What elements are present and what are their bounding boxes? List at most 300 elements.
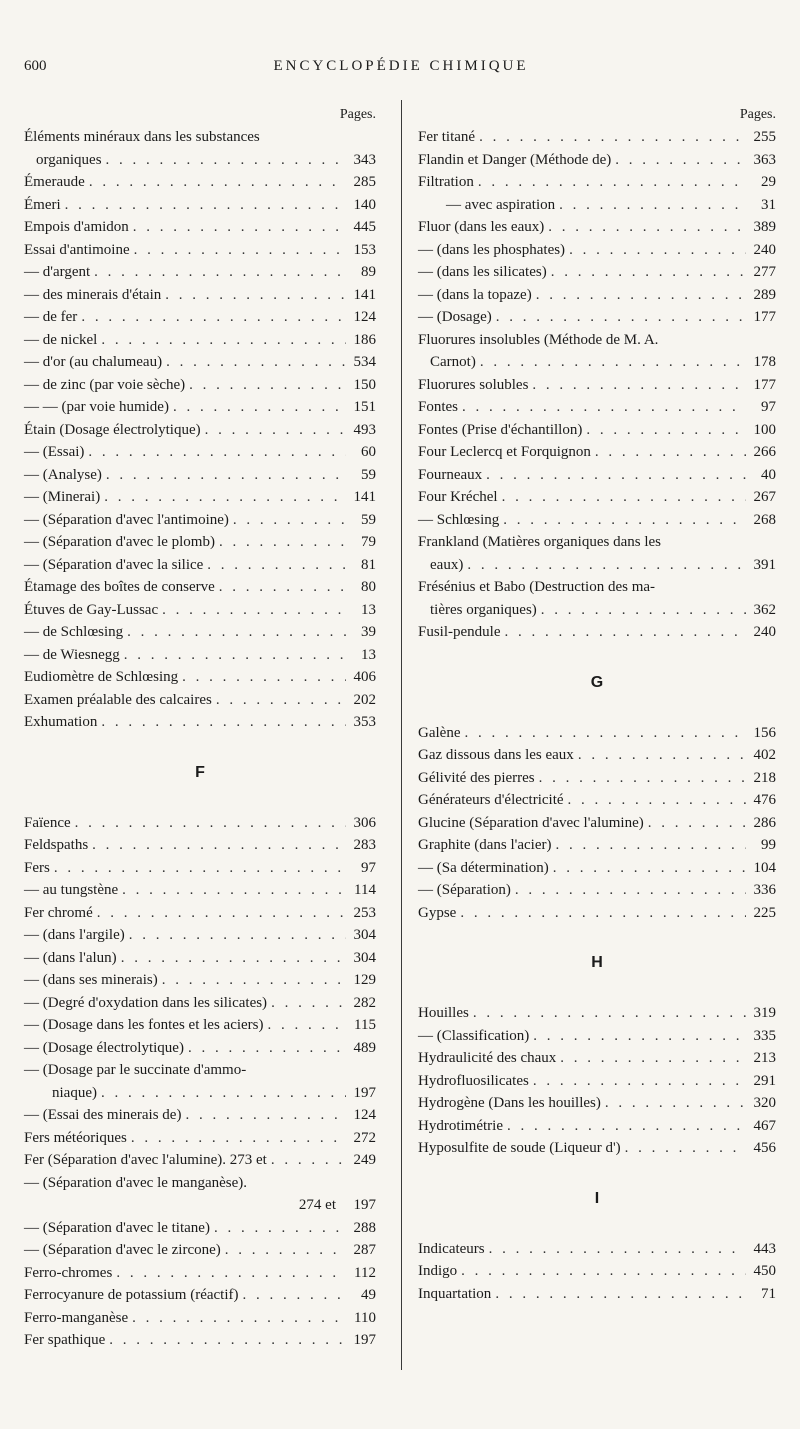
- dot-leader: [595, 441, 746, 464]
- index-entry: [24, 126, 376, 149]
- index-entry: [418, 216, 776, 239]
- entry-page: 289: [753, 286, 776, 303]
- entry-term: Ferro-chromes: [24, 1264, 113, 1281]
- entry-page: 218: [753, 769, 776, 786]
- entry-term: Ferro-manganèse: [24, 1309, 129, 1326]
- dot-leader: [219, 531, 346, 554]
- entry-page: 115: [354, 1017, 376, 1033]
- entry-page: 110: [354, 1309, 376, 1326]
- dot-leader: [605, 1092, 746, 1115]
- entry-page: 391: [753, 556, 776, 573]
- entry-page: 304: [353, 927, 376, 943]
- dot-leader: [162, 969, 346, 992]
- entry-page: 304: [353, 949, 376, 966]
- entry-page: 249: [353, 1152, 376, 1168]
- index-entry: [24, 171, 376, 194]
- entry-term: Fluor (dans les eaux): [418, 219, 545, 235]
- entry-term: eaux): [430, 556, 464, 573]
- index-entry: [24, 351, 376, 374]
- index-entry: [24, 834, 376, 857]
- index-entry: [418, 464, 776, 487]
- entry-term: Four Kréchel: [418, 489, 498, 505]
- entry-term: Indicateurs: [418, 1240, 485, 1257]
- entry-page: 362: [753, 601, 776, 618]
- dot-leader: [478, 171, 746, 194]
- index-entry: [418, 194, 776, 217]
- entry-term: Empois d'amidon: [24, 219, 129, 235]
- index-entry: [418, 767, 776, 790]
- entry-term: — (dans l'argile): [24, 927, 125, 943]
- left-column: [24, 104, 376, 1352]
- index-entry: [24, 924, 376, 947]
- entry-term: Étamage des boîtes de conserve: [24, 579, 215, 595]
- index-entry: [418, 261, 776, 284]
- index-entry: [24, 1217, 376, 1240]
- index-entry: [418, 284, 776, 307]
- entry-page: 177: [753, 309, 776, 325]
- entry-page: 153: [353, 241, 376, 258]
- entry-term: — (dans les silicates): [418, 264, 547, 280]
- entry-term: Émeri: [24, 196, 61, 213]
- entry-term: organiques: [36, 151, 102, 168]
- index-entry: [418, 576, 776, 599]
- index-entry: [24, 1127, 376, 1150]
- entry-page: 49: [361, 1287, 376, 1303]
- entry-term: — (Dosage électrolytique): [24, 1039, 184, 1056]
- index-entry: [418, 834, 776, 857]
- entry-term: Filtration: [418, 174, 474, 190]
- index-entry: [418, 1047, 776, 1070]
- dot-leader: [207, 554, 346, 577]
- entry-page: 114: [354, 882, 376, 898]
- section-letter-h: H: [591, 954, 603, 971]
- entry-term: — (Dosage par le succinate d'ammo-: [24, 1062, 247, 1078]
- entry-page: 140: [353, 196, 376, 213]
- spacer: [24, 800, 376, 812]
- dot-leader: [81, 306, 346, 329]
- entry-term: Éléments minéraux dans les substances: [24, 129, 260, 145]
- entry-page: 306: [353, 814, 376, 831]
- index-entry: [418, 1002, 776, 1025]
- index-entry: [24, 1037, 376, 1060]
- entry-page: 97: [761, 399, 776, 415]
- entry-page: 389: [753, 219, 776, 235]
- entry-page: 59: [361, 511, 376, 528]
- entry-term: niaque): [52, 1084, 97, 1101]
- entry-term: — (Degré d'oxydation dans les silicates): [24, 994, 268, 1011]
- index-entry: [418, 554, 776, 577]
- index-entry: [24, 194, 376, 217]
- entry-page: 336: [753, 882, 776, 898]
- entry-page: 282: [353, 994, 376, 1011]
- dot-leader: [555, 834, 746, 857]
- dot-leader: [536, 284, 746, 307]
- dot-leader: [532, 374, 746, 397]
- page-number: 600: [24, 58, 47, 74]
- entry-page: 240: [753, 241, 776, 258]
- entry-page: 100: [753, 421, 776, 438]
- entry-term: Hydrotimétrie: [418, 1117, 503, 1134]
- index-entry: [418, 1137, 776, 1160]
- dot-leader: [127, 621, 346, 644]
- entry-page: 277: [753, 264, 776, 280]
- dot-leader: [97, 902, 346, 925]
- dot-leader: [92, 834, 346, 857]
- entry-term: Fers: [24, 859, 50, 876]
- dot-leader: [116, 1262, 346, 1285]
- dot-leader: [109, 1329, 346, 1352]
- entries-g: [418, 722, 776, 925]
- entry-term: Ferrocyanure de potassium (réactif): [24, 1287, 239, 1303]
- entry-term: — (Minerai): [24, 489, 101, 505]
- spacer: [418, 1160, 776, 1172]
- entry-term: 274 et: [298, 1197, 336, 1213]
- entry-page: 291: [753, 1072, 776, 1089]
- entry-term: Eudiomètre de Schlœsing: [24, 669, 179, 685]
- dot-leader: [219, 576, 346, 599]
- dot-leader: [502, 486, 746, 509]
- entry-term: Frésénius et Babo (Destruction des ma-: [418, 579, 656, 595]
- dot-leader: [205, 419, 346, 442]
- dot-leader: [122, 879, 346, 902]
- index-entry: [418, 509, 776, 532]
- dot-leader: [101, 711, 346, 734]
- index-entry: [24, 666, 376, 689]
- dot-leader: [75, 812, 346, 835]
- dot-leader: [189, 374, 346, 397]
- entries-i: [418, 1238, 776, 1306]
- entry-term: Fusil-pendule: [418, 624, 501, 640]
- index-entry: [418, 621, 776, 644]
- entry-term: Étuves de Gay-Lussac: [24, 601, 159, 618]
- entry-term: Fluorures solubles: [418, 376, 529, 393]
- index-entry: [24, 902, 376, 925]
- index-entry: [24, 1149, 376, 1172]
- entry-page: 213: [753, 1050, 776, 1066]
- entry-page: 287: [353, 1242, 376, 1258]
- entry-term: Émeraude: [24, 174, 85, 190]
- entry-page: 406: [353, 669, 376, 685]
- entry-term: Houilles: [418, 1005, 469, 1021]
- entry-term: Inquartation: [418, 1285, 492, 1302]
- dot-leader: [129, 924, 346, 947]
- index-entry: [24, 599, 376, 622]
- entry-term: — (Séparation): [418, 882, 511, 898]
- entry-page: 151: [353, 399, 376, 415]
- entry-page: 186: [353, 331, 376, 348]
- entry-page: 13: [361, 646, 376, 663]
- dot-leader: [539, 767, 746, 790]
- entry-term: Étain (Dosage électrolytique): [24, 421, 201, 438]
- entry-term: — (Séparation d'avec le titane): [24, 1219, 210, 1236]
- index-entry: [24, 329, 376, 352]
- entry-term: — de zinc (par voie sèche): [24, 376, 186, 393]
- entry-page: 124: [353, 1107, 376, 1123]
- dot-leader: [560, 1047, 746, 1070]
- entry-page: 129: [353, 972, 376, 988]
- dot-leader: [101, 329, 346, 352]
- dot-leader: [480, 351, 746, 374]
- column-divider: [401, 100, 402, 1370]
- dot-leader: [460, 902, 746, 925]
- entry-term: Exhumation: [24, 714, 98, 730]
- index-entry: [24, 261, 376, 284]
- dot-leader: [65, 194, 346, 217]
- entry-term: Gélivité des pierres: [418, 769, 535, 786]
- page-header: [24, 58, 778, 84]
- dot-leader: [182, 666, 346, 689]
- index-entry: [418, 441, 776, 464]
- entry-page: 343: [353, 151, 376, 168]
- dot-leader: [106, 464, 346, 487]
- entry-page: 467: [753, 1117, 776, 1134]
- dot-leader: [548, 216, 746, 239]
- dot-leader: [462, 396, 746, 419]
- dot-leader: [173, 396, 346, 419]
- index-entry: [24, 1172, 376, 1195]
- entry-page: 268: [753, 511, 776, 528]
- entry-page: 99: [761, 837, 776, 853]
- index-entry: [418, 396, 776, 419]
- dot-leader: [132, 1307, 346, 1330]
- pages-label-right: Pages.: [739, 107, 776, 122]
- index-entry: [24, 1284, 376, 1307]
- entry-term: Carnot): [430, 354, 476, 370]
- entry-page: 253: [353, 904, 376, 921]
- index-entry: [24, 576, 376, 599]
- entry-page: 40: [761, 466, 776, 483]
- entry-term: Hydrofluosilicates: [418, 1072, 529, 1089]
- entry-term: Indigo: [418, 1263, 458, 1279]
- entry-term: tières organiques): [430, 601, 537, 618]
- index-entry: [418, 879, 776, 902]
- entry-page: 31: [761, 196, 776, 213]
- entry-page: 141: [353, 286, 376, 303]
- entry-page: 489: [353, 1039, 376, 1056]
- entry-page: 267: [753, 489, 776, 505]
- dot-leader: [625, 1137, 746, 1160]
- entry-term: — (dans l'alun): [24, 949, 117, 966]
- index-entry: [24, 621, 376, 644]
- dot-leader: [54, 857, 346, 880]
- section-letter-g: G: [590, 673, 604, 691]
- entry-page: 197: [353, 1084, 376, 1101]
- entry-term: — (Dosage dans les fontes et les aciers): [24, 1017, 264, 1033]
- index-entry: [24, 644, 376, 667]
- entry-term: — (Essai des minerais de): [24, 1107, 182, 1123]
- entries-f-left: [24, 812, 376, 1352]
- entry-page: 13: [361, 601, 376, 618]
- dot-leader: [489, 1238, 746, 1261]
- entry-term: — (Séparation d'avec le plomb): [24, 534, 215, 550]
- dot-leader: [496, 306, 746, 329]
- index-entry: [24, 1329, 376, 1352]
- entry-term: — (Sa détermination): [418, 859, 549, 876]
- index-entry: [418, 126, 776, 149]
- spacer: [418, 1226, 776, 1238]
- index-entry: [418, 329, 776, 352]
- spacer: [418, 644, 776, 656]
- entry-term: — (dans ses minerais): [24, 972, 158, 988]
- entry-page: 39: [361, 624, 376, 640]
- dot-leader: [233, 509, 346, 532]
- dot-leader: [214, 1217, 346, 1240]
- entry-page: 240: [753, 624, 776, 640]
- entry-page: 353: [353, 714, 376, 730]
- entry-term: Fontes (Prise d'échantillon): [418, 421, 583, 438]
- index-entry: [24, 464, 376, 487]
- entry-page: 335: [753, 1027, 776, 1044]
- index-entry: [418, 1260, 776, 1283]
- entry-term: Gypse: [418, 904, 457, 921]
- index-entry: [418, 1070, 776, 1093]
- entry-term: Hydraulicité des chaux: [418, 1050, 557, 1066]
- entry-page: 363: [753, 151, 776, 168]
- entry-term: Fluorures insolubles (Méthode de M. A.: [418, 331, 659, 348]
- entry-term: Flandin et Danger (Méthode de): [418, 151, 612, 168]
- entry-page: 285: [353, 174, 376, 190]
- entry-term: Fer (Séparation d'avec l'alumine). 273 et: [24, 1152, 267, 1168]
- dot-leader: [533, 1025, 746, 1048]
- entry-term: — de Schlœsing: [24, 624, 124, 640]
- dot-leader: [104, 486, 346, 509]
- index-entry: [24, 711, 376, 734]
- dot-leader: [185, 1104, 346, 1127]
- index-entry: [24, 1307, 376, 1330]
- dot-leader: [551, 261, 746, 284]
- dot-leader: [559, 194, 746, 217]
- index-entry: [418, 857, 776, 880]
- entry-term: — (dans les phosphates): [418, 241, 566, 258]
- dot-leader: [515, 879, 746, 902]
- dot-leader: [507, 1115, 746, 1138]
- entry-page: 156: [753, 724, 776, 741]
- index-entry: [24, 879, 376, 902]
- entry-page: 178: [753, 354, 776, 370]
- entry-term: Frankland (Matières organiques dans les: [418, 534, 661, 550]
- entry-page: 493: [353, 421, 376, 438]
- entry-term: — (Séparation d'avec l'antimoine): [24, 511, 229, 528]
- entries-h: [418, 1002, 776, 1160]
- index-entry: [418, 239, 776, 262]
- entry-term: Galène: [418, 724, 461, 741]
- spacer: [24, 734, 376, 746]
- entry-page: 445: [353, 219, 376, 235]
- dot-leader: [89, 171, 346, 194]
- dot-leader: [586, 419, 746, 442]
- entry-term: Graphite (dans l'acier): [418, 837, 552, 853]
- index-entry: [418, 351, 776, 374]
- entry-page: 225: [753, 904, 776, 921]
- entry-page: 104: [753, 859, 776, 876]
- dot-leader: [568, 789, 746, 812]
- entry-term: — de nickel: [24, 331, 98, 348]
- dot-leader: [88, 441, 346, 464]
- entry-term: Gaz dissous dans les eaux: [418, 747, 574, 763]
- entry-page: 272: [353, 1129, 376, 1146]
- dot-leader: [268, 1014, 346, 1037]
- spacer: [418, 990, 776, 1002]
- dot-leader: [131, 1127, 346, 1150]
- entry-term: Examen préalable des calcaires: [24, 691, 212, 708]
- entry-term: Fers météoriques: [24, 1129, 127, 1146]
- entry-page: 534: [353, 354, 376, 370]
- dot-leader: [166, 351, 346, 374]
- entry-term: — (Séparation d'avec le zircone): [24, 1242, 221, 1258]
- right-column: [418, 104, 776, 1305]
- entry-page: 476: [753, 792, 776, 808]
- index-entry: [24, 1239, 376, 1262]
- entry-page: 97: [361, 859, 376, 876]
- entry-term: — des minerais d'étain: [24, 286, 162, 303]
- index-entry: [24, 992, 376, 1015]
- index-entry: [418, 722, 776, 745]
- dot-leader: [243, 1284, 347, 1307]
- entry-term: Essai d'antimoine: [24, 241, 130, 258]
- entry-term: — (Séparation d'avec la silice: [24, 556, 204, 573]
- entry-term: — d'or (au chalumeau): [24, 354, 163, 370]
- index-entry: [418, 149, 776, 172]
- index-entry: [418, 531, 776, 554]
- dot-leader: [124, 644, 346, 667]
- index-entry: [418, 1283, 776, 1306]
- dot-leader: [162, 599, 346, 622]
- dot-leader: [165, 284, 346, 307]
- index-entry: [418, 374, 776, 397]
- entry-term: — d'argent: [24, 264, 91, 280]
- index-entry: [418, 486, 776, 509]
- dot-leader: [464, 722, 746, 745]
- index-entry: [24, 419, 376, 442]
- entry-page: 29: [761, 174, 776, 190]
- index-entry: [24, 1194, 376, 1217]
- dot-leader: [271, 992, 346, 1015]
- entry-page: 319: [753, 1005, 776, 1021]
- index-entry: [24, 374, 376, 397]
- dot-leader: [101, 1082, 346, 1105]
- dot-leader: [467, 554, 746, 577]
- entry-term: — (Classification): [418, 1027, 530, 1044]
- entry-term: Faïence: [24, 814, 71, 831]
- entry-page: 402: [753, 747, 776, 763]
- spacer: [418, 710, 776, 722]
- index-entry: [24, 857, 376, 880]
- entry-page: 456: [753, 1140, 776, 1156]
- entry-page: 80: [361, 579, 376, 595]
- dot-leader: [615, 149, 746, 172]
- entry-term: — (Essai): [24, 444, 85, 460]
- entry-page: 59: [361, 466, 376, 483]
- entry-page: 79: [361, 534, 376, 550]
- dot-leader: [553, 857, 746, 880]
- entry-page: 450: [753, 1263, 776, 1279]
- dot-leader: [479, 126, 746, 149]
- index-entry: [24, 396, 376, 419]
- index-entry: [24, 947, 376, 970]
- entry-page: 89: [361, 264, 376, 280]
- entry-page: 288: [353, 1219, 376, 1236]
- entry-term: Glucine (Séparation d'avec l'alumine): [418, 814, 644, 831]
- index-entry: [24, 1082, 376, 1105]
- index-entry: [418, 419, 776, 442]
- entry-page: 71: [761, 1285, 776, 1302]
- index-entry: [24, 812, 376, 835]
- index-entry: [24, 486, 376, 509]
- entry-term: Four Leclercq et Forquignon: [418, 444, 591, 460]
- entries-e: [24, 126, 376, 734]
- index-entry: [24, 689, 376, 712]
- index-entry: [24, 216, 376, 239]
